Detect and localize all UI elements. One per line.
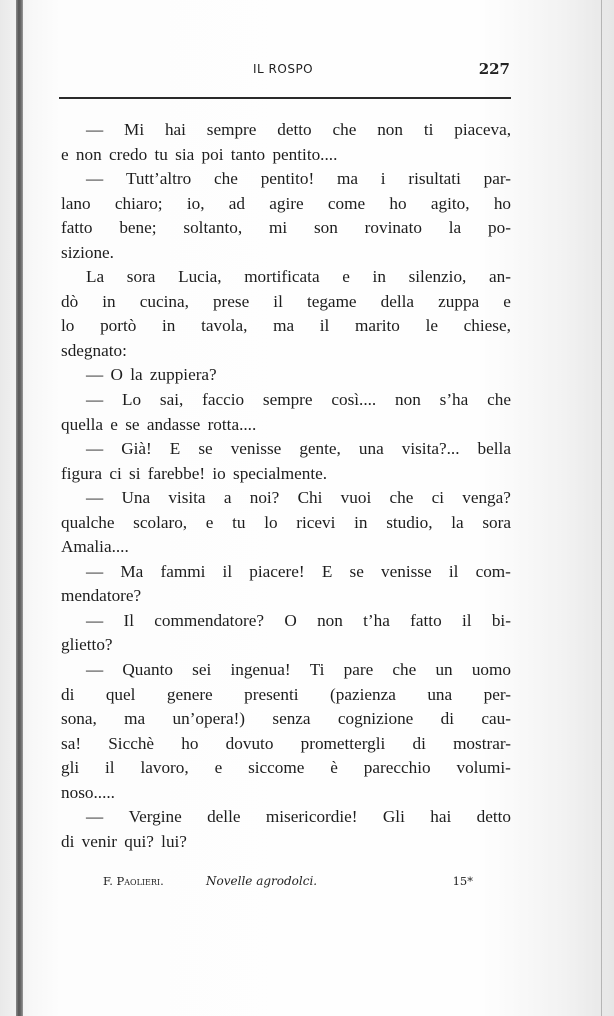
word: che: [389, 488, 414, 508]
word: agire: [269, 193, 304, 213]
word: piaceva,: [454, 120, 511, 139]
text-line: [61, 486, 511, 511]
word: —: [86, 610, 104, 630]
text-line: [61, 805, 511, 830]
word: io,: [186, 193, 205, 213]
word: uomo: [471, 660, 511, 680]
word: fatto: [61, 218, 93, 238]
word: i: [380, 169, 386, 189]
word: Una: [121, 488, 151, 508]
word: an-: [489, 267, 511, 287]
word: presenti: [244, 684, 299, 704]
word: La: [86, 267, 105, 287]
word: tegame: [306, 291, 357, 311]
word: —: [86, 807, 104, 827]
word: non: [317, 610, 343, 630]
word: sei: [192, 660, 212, 680]
page-number: 227: [478, 60, 510, 78]
word: gli: [61, 758, 80, 778]
word: risultati: [408, 169, 461, 189]
word: sempre: [262, 390, 313, 410]
text-line: sizione.: [61, 242, 114, 262]
header-rule: [59, 97, 511, 99]
word: sora: [482, 512, 511, 532]
word: così....: [331, 390, 377, 410]
word: che: [332, 120, 357, 139]
footer-signature: 15*: [452, 874, 473, 888]
word: che: [392, 660, 417, 680]
footer-book-title: Novelle agrodolci.: [206, 874, 318, 888]
book-spine-shadow: [16, 0, 23, 1016]
text-line: [61, 388, 511, 413]
word: noi?: [249, 488, 280, 508]
word: ho: [389, 193, 407, 213]
word: E: [169, 439, 181, 459]
word: —: [86, 488, 104, 508]
word: senza: [272, 709, 311, 729]
word: agito,: [430, 193, 470, 213]
word: il: [448, 561, 459, 581]
word: una: [427, 684, 453, 704]
word: delle: [207, 807, 241, 827]
word: misericordie!: [265, 807, 358, 827]
word: —: [86, 660, 104, 680]
word: soltanto,: [183, 218, 243, 238]
word: ricevi: [296, 512, 336, 532]
word: Chi: [297, 488, 323, 508]
text-line: figura ci si farebbe! io specialmente.: [61, 463, 328, 483]
text-line: [61, 683, 511, 708]
word: pentito!: [260, 169, 315, 189]
word: che: [487, 390, 511, 410]
word: lo: [61, 316, 75, 336]
word: silenzio,: [408, 267, 467, 287]
text-line: mendatore?: [61, 586, 142, 606]
word: cau-: [481, 709, 511, 729]
word: a: [223, 488, 232, 508]
word: cucina,: [139, 291, 189, 311]
word: mortificata: [244, 267, 320, 287]
word: studio,: [386, 512, 433, 532]
word: e: [503, 291, 511, 311]
word: ingenua!: [230, 660, 291, 680]
word: lano: [61, 193, 91, 213]
text-line: [61, 609, 511, 634]
text-line: [61, 216, 511, 241]
word: fammi: [160, 561, 206, 581]
word: gente,: [299, 439, 341, 459]
text-line: [61, 437, 511, 462]
word: —: [86, 169, 104, 189]
word: hai: [430, 807, 452, 827]
word: non: [395, 390, 421, 410]
word: sai,: [159, 390, 184, 410]
word: venga?: [462, 488, 511, 508]
word: e: [205, 512, 214, 532]
word: mostrar-: [453, 733, 511, 753]
word: di: [61, 684, 75, 704]
text-line: [61, 658, 511, 683]
word: Già!: [121, 439, 152, 459]
word: commendatore?: [154, 610, 265, 630]
word: Sicchè: [108, 733, 155, 753]
word: Mi: [124, 120, 145, 139]
word: par-: [483, 169, 511, 189]
word: genere: [166, 684, 213, 704]
word: visita: [168, 488, 206, 508]
word: com-: [475, 561, 511, 581]
word: la: [451, 512, 464, 532]
word: Ma: [120, 561, 144, 581]
word: bene;: [119, 218, 157, 238]
word: rovinato: [364, 218, 422, 238]
word: Lo: [122, 390, 142, 410]
text-line: [61, 732, 511, 757]
word: Ti: [309, 660, 325, 680]
word: in: [102, 291, 116, 311]
text-line: e non credo tu sia poi tanto pentito....: [61, 144, 338, 164]
word: ma: [336, 169, 358, 189]
word: in: [372, 267, 386, 287]
word: pare: [343, 660, 374, 680]
word: siccome: [248, 758, 305, 778]
word: s’ha: [439, 390, 469, 410]
word: Il: [123, 610, 134, 630]
word: bi-: [491, 610, 511, 630]
word: lo: [264, 512, 278, 532]
word: t’ha: [363, 610, 390, 630]
text-line: Amalia....: [61, 537, 129, 557]
footer-author: F. Paolieri.: [103, 874, 164, 888]
word: Lucia,: [178, 267, 222, 287]
word: ti: [423, 120, 434, 139]
word: —: [86, 390, 104, 410]
word: è: [330, 758, 338, 778]
word: son: [313, 218, 338, 238]
word: cognizione: [337, 709, 414, 729]
word: detto: [476, 807, 511, 827]
word: fatto: [410, 610, 442, 630]
word: sempre: [206, 120, 257, 139]
word: tavola,: [201, 316, 248, 336]
word: ho: [493, 193, 511, 213]
word: O: [284, 610, 297, 630]
text-line: quella e se andasse rotta....: [61, 414, 257, 434]
word: portò: [100, 316, 137, 336]
page-edge: [601, 0, 602, 1016]
word: che: [214, 169, 238, 189]
word: un’opera!): [172, 709, 246, 729]
word: una: [358, 439, 384, 459]
word: sa!: [61, 733, 82, 753]
text-line: [61, 314, 511, 339]
word: di: [440, 709, 455, 729]
word: mi: [268, 218, 288, 238]
text-line: [61, 560, 511, 585]
text-line: [61, 290, 511, 315]
word: venisse: [230, 439, 282, 459]
text-line: [61, 265, 511, 290]
word: Gli: [382, 807, 405, 827]
word: chiese,: [463, 316, 511, 336]
word: Vergine: [128, 807, 182, 827]
word: faccio: [202, 390, 245, 410]
word: un: [435, 660, 453, 680]
text-line: [61, 756, 511, 781]
word: venisse: [381, 561, 432, 581]
word: della: [380, 291, 415, 311]
word: e: [214, 758, 223, 778]
word: po-: [488, 218, 511, 238]
word: la: [448, 218, 462, 238]
word: e: [342, 267, 350, 287]
word: il: [105, 758, 115, 778]
word: vuoi: [340, 488, 372, 508]
word: Quanto: [122, 660, 173, 680]
word: qualche: [61, 512, 115, 532]
page-header: [60, 60, 510, 84]
page-footer: [103, 874, 473, 894]
word: sona,: [61, 709, 97, 729]
word: —: [86, 439, 104, 459]
word: il: [222, 561, 233, 581]
word: il: [319, 316, 330, 336]
word: ci: [431, 488, 444, 508]
word: il: [273, 291, 283, 311]
word: le: [425, 316, 438, 336]
word: sora: [126, 267, 156, 287]
word: ho: [181, 733, 199, 753]
word: in: [354, 512, 368, 532]
word: dovuto: [225, 733, 274, 753]
word: lavoro,: [140, 758, 189, 778]
word: detto: [277, 120, 312, 139]
word: (pazienza: [330, 684, 396, 704]
word: ma: [124, 709, 146, 729]
text-line: [61, 192, 511, 217]
text-line: — O la zuppiera?: [86, 365, 217, 385]
word: parecchio: [363, 758, 431, 778]
word: il: [461, 610, 472, 630]
text-line: [61, 167, 511, 192]
body-text: [61, 118, 511, 854]
text-line: di venir qui? lui?: [61, 831, 187, 851]
text-line: [61, 118, 511, 143]
word: volumi-: [456, 758, 511, 778]
word: ad: [228, 193, 246, 213]
word: zuppa: [438, 291, 480, 311]
word: di: [412, 733, 426, 753]
word: marito: [355, 316, 400, 336]
word: visita?...: [401, 439, 460, 459]
text-line: noso.....: [61, 782, 115, 802]
word: Tutt’altro: [125, 169, 192, 189]
word: bella: [477, 439, 511, 459]
word: tu: [232, 512, 246, 532]
word: piacere!: [249, 561, 305, 581]
word: dò: [61, 291, 79, 311]
word: hai: [164, 120, 186, 139]
text-line: glietto?: [61, 635, 113, 655]
word: come: [327, 193, 366, 213]
word: prese: [212, 291, 250, 311]
word: scolaro,: [133, 512, 188, 532]
word: chiaro;: [114, 193, 163, 213]
text-line: [61, 511, 511, 536]
word: promettergli: [300, 733, 386, 753]
word: per-: [483, 684, 511, 704]
text-line: sdegnato:: [61, 340, 127, 360]
running-title: IL ROSPO: [253, 62, 314, 76]
word: ma: [273, 316, 295, 336]
word: in: [162, 316, 176, 336]
word: se: [198, 439, 213, 459]
word: —: [86, 561, 104, 581]
word: —: [86, 120, 104, 139]
word: E: [321, 561, 333, 581]
word: quel: [105, 684, 136, 704]
text-line: [61, 707, 511, 732]
word: non: [377, 120, 403, 139]
word: se: [349, 561, 364, 581]
